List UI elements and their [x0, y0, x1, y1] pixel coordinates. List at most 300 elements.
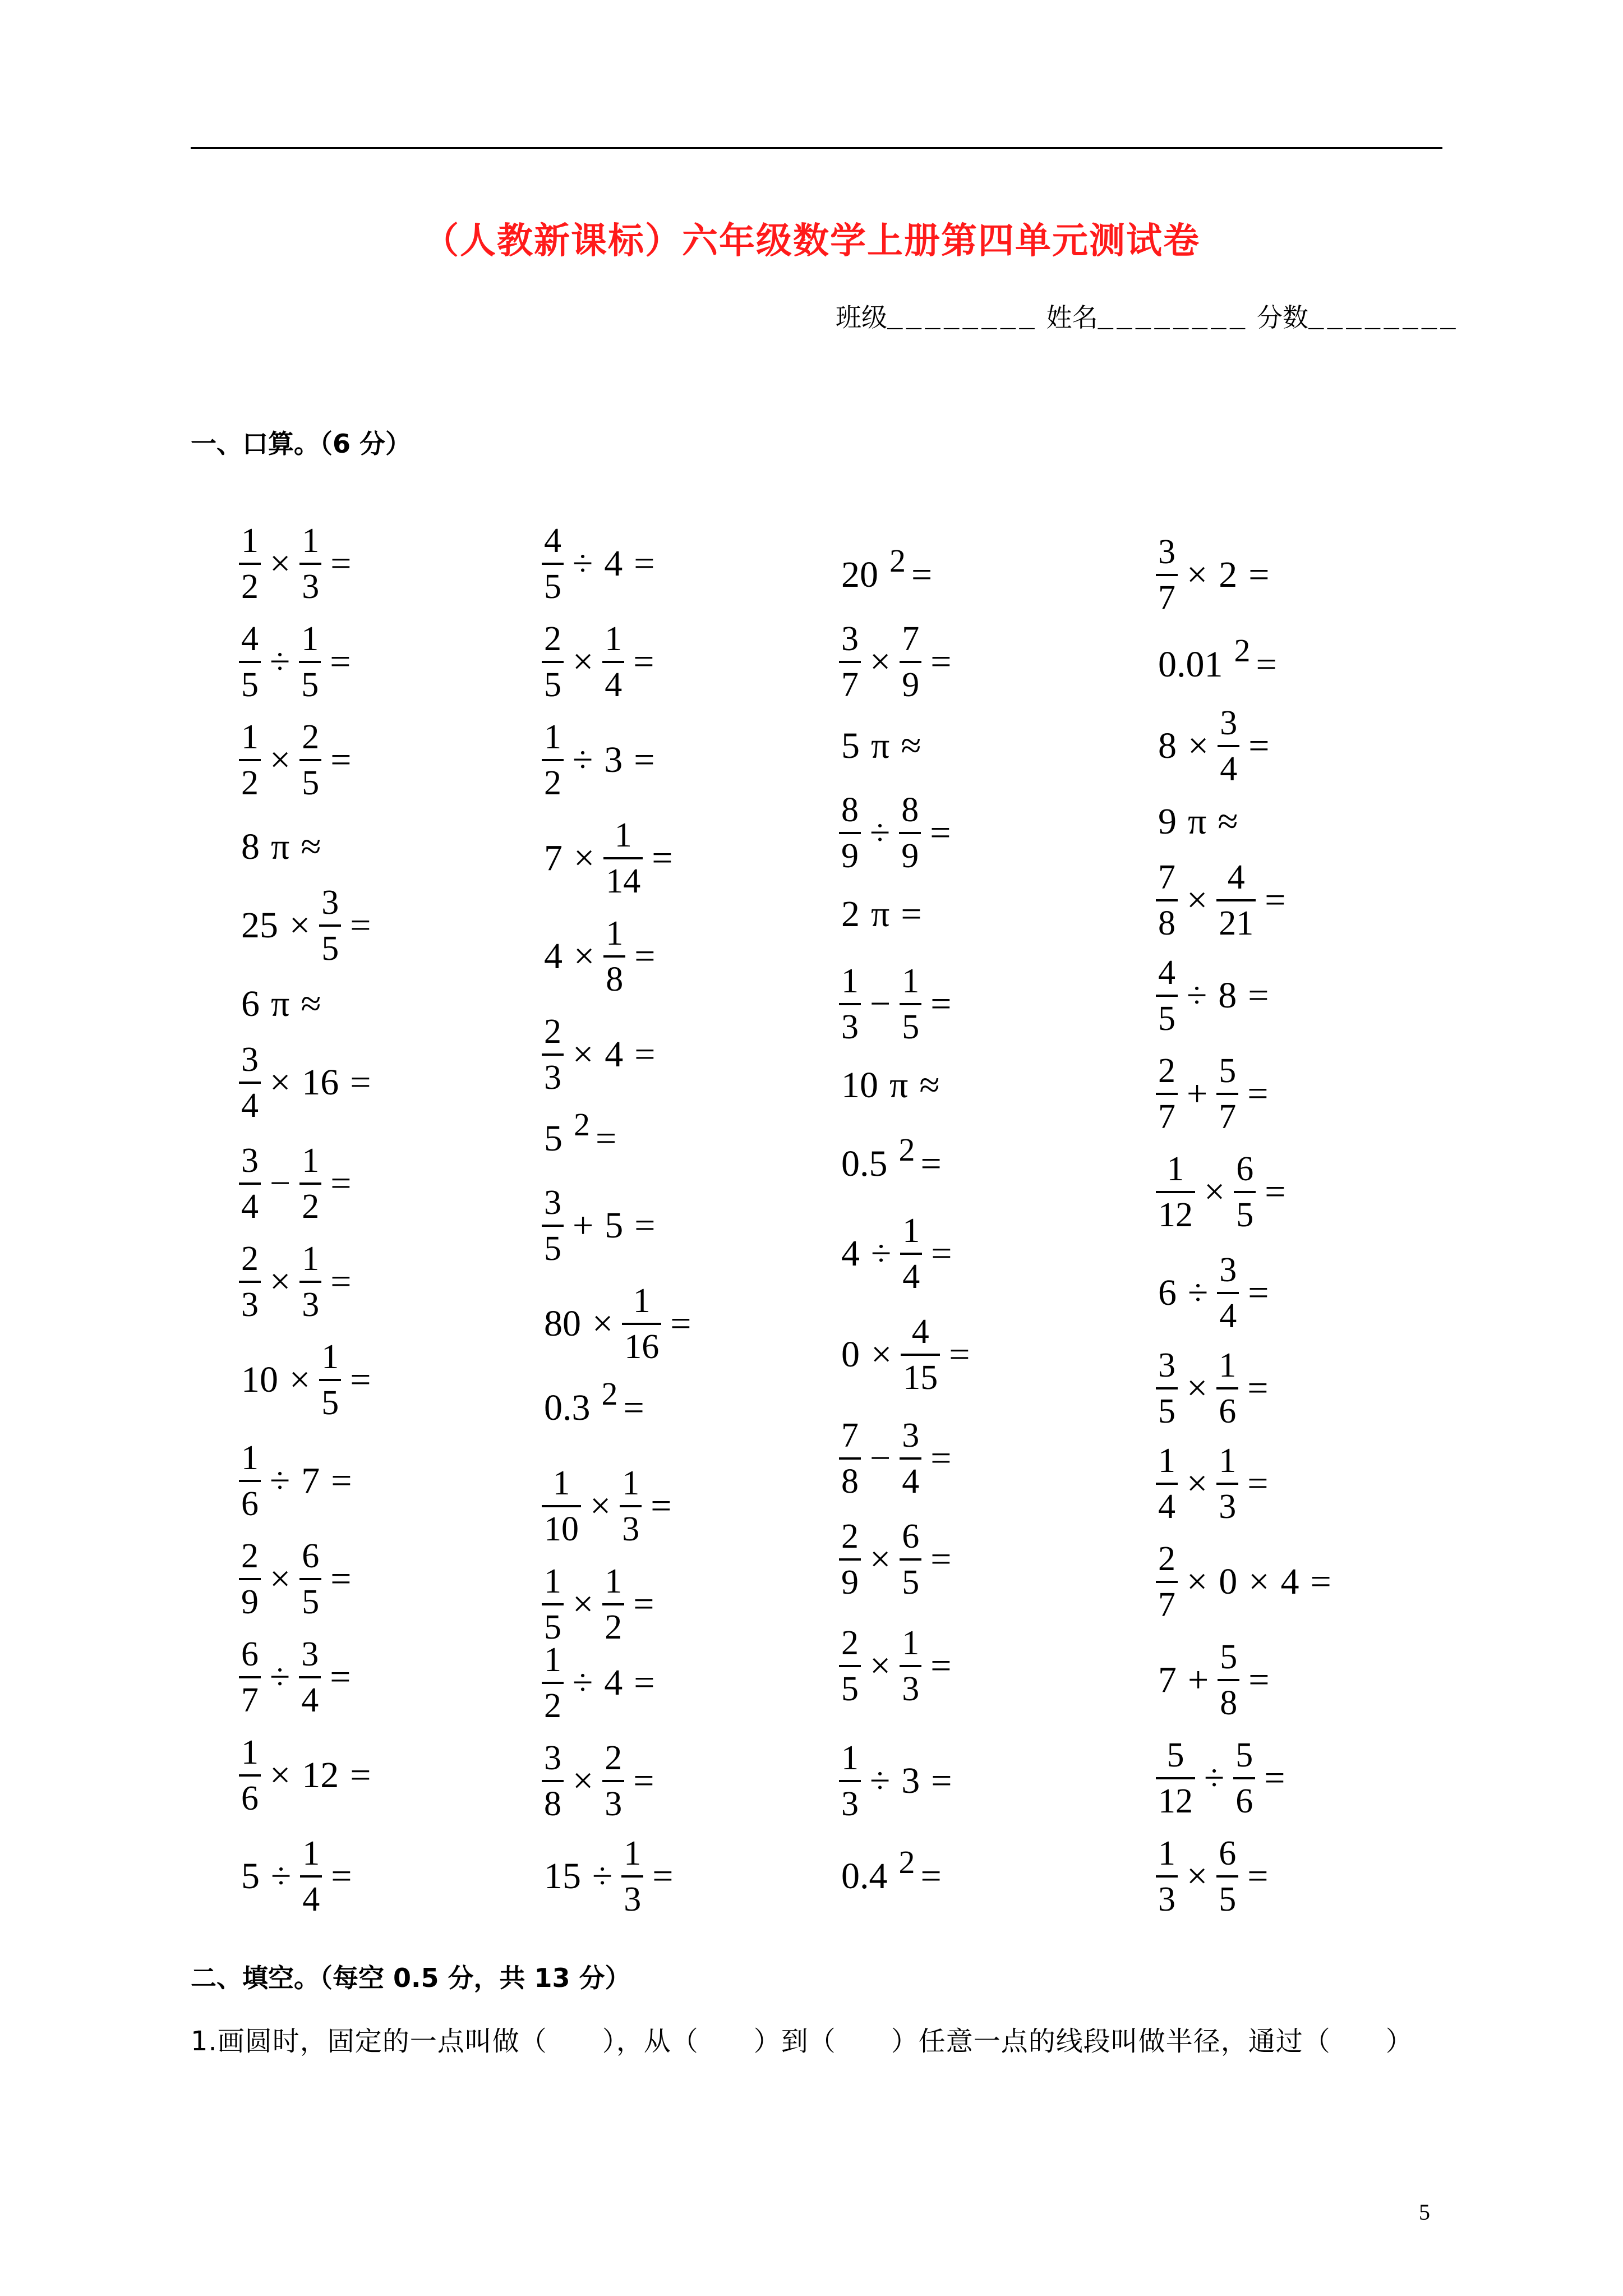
class-blank: ________	[887, 305, 1038, 334]
fraction	[299, 720, 321, 800]
fraction	[542, 1466, 581, 1547]
numerator: 8	[901, 791, 919, 829]
expression-token: ×	[1188, 725, 1209, 766]
fraction	[239, 1637, 261, 1718]
problem-c4-r11	[1152, 1439, 1274, 1529]
exponent: 2	[1234, 632, 1251, 669]
expression-token: =	[652, 1856, 674, 1897]
expression-token: π	[1188, 801, 1207, 842]
fraction	[900, 622, 921, 702]
fraction	[1156, 1542, 1178, 1622]
problem-c1-r6	[236, 959, 327, 1049]
denominator: 4	[241, 1188, 259, 1226]
fraction	[542, 1564, 564, 1645]
expression-token: 4	[604, 543, 623, 584]
denominator: 7	[1158, 1098, 1175, 1136]
expression-token: ×	[270, 1261, 291, 1302]
fraction	[239, 1735, 261, 1816]
numerator: 5	[1166, 1736, 1184, 1774]
denominator: 6	[241, 1485, 259, 1523]
problem-c3-r14	[836, 1736, 957, 1826]
expression-token: =	[331, 1460, 352, 1501]
expression-token: ×	[270, 1062, 291, 1103]
fraction	[622, 1283, 661, 1364]
expression-token: =	[634, 1205, 656, 1246]
problem-c3-r3	[836, 701, 927, 791]
expression-token: 25	[241, 905, 278, 946]
expression-token: −	[270, 1163, 291, 1204]
numerator: 1	[605, 1562, 623, 1600]
numerator: 1	[241, 1733, 259, 1772]
fraction	[839, 793, 861, 873]
expression-token: −	[870, 1438, 891, 1479]
fraction	[839, 1741, 861, 1821]
expression-token: 4	[544, 936, 562, 977]
problem-c3-r6	[836, 959, 957, 1049]
numerator: 3	[841, 620, 859, 658]
problem-c2-r5	[538, 912, 661, 1001]
expression-token: ×	[270, 1558, 291, 1599]
expression-token: =	[623, 1387, 644, 1428]
expression-token: π	[871, 725, 890, 766]
fraction	[1156, 860, 1178, 941]
expression-token: 4	[604, 1662, 623, 1703]
problem-c3-r7	[836, 1041, 946, 1130]
expression-token: ×	[573, 1584, 594, 1625]
expression-token: 5	[841, 725, 860, 766]
numerator: 2	[241, 1537, 259, 1575]
fraction	[542, 622, 564, 702]
expression-token: 0.01	[1158, 644, 1223, 685]
expression-token: =	[330, 1558, 352, 1599]
fraction	[239, 1241, 261, 1322]
expression-token: =	[634, 543, 655, 584]
problem-c2-r12	[538, 1559, 660, 1649]
fraction	[900, 1626, 921, 1706]
fraction	[1233, 1738, 1255, 1819]
denominator: 7	[841, 666, 859, 704]
expression-token: =	[1248, 975, 1269, 1016]
numerator: 2	[544, 620, 561, 658]
expression-token: =	[330, 543, 352, 584]
expression-token: =	[1256, 644, 1277, 685]
numerator: 1	[301, 620, 319, 658]
expression-token: 10	[241, 1359, 278, 1400]
fraction	[542, 1642, 564, 1723]
expression-token: =	[1248, 725, 1270, 766]
expression-token: =	[633, 1584, 654, 1625]
numerator: 3	[1158, 1346, 1175, 1384]
denominator: 12	[1158, 1196, 1193, 1234]
problem-c1-r7	[236, 1038, 376, 1128]
expression-token: =	[350, 1755, 371, 1796]
numerator: 1	[841, 1739, 859, 1777]
expression-token: =	[1264, 1757, 1285, 1798]
denominator: 5	[544, 666, 561, 704]
fraction	[603, 916, 625, 997]
numerator: 3	[301, 1635, 319, 1673]
fraction	[1216, 860, 1256, 941]
expression-token: 0.3	[544, 1387, 591, 1428]
numerator: 1	[552, 1464, 570, 1502]
denominator: 6	[1219, 1392, 1237, 1430]
fraction	[602, 1741, 624, 1821]
expression-token: =	[949, 1334, 970, 1375]
fraction	[542, 1014, 564, 1095]
expression-token: 6	[241, 983, 260, 1024]
numerator: 6	[302, 1537, 320, 1575]
fraction	[899, 793, 921, 873]
problem-c3-r11	[836, 1414, 957, 1503]
fraction	[319, 1340, 341, 1420]
expression-token: ×	[592, 1303, 614, 1344]
problem-c2-r4	[538, 813, 678, 903]
fraction	[542, 720, 564, 800]
numerator: 3	[1158, 533, 1175, 571]
expression-token: 9	[1158, 801, 1177, 842]
problem-c1-r2	[236, 617, 356, 707]
fraction	[901, 1314, 940, 1395]
numerator: 1	[622, 1464, 640, 1502]
expression-token: ×	[573, 1034, 594, 1075]
expression-token: =	[930, 1438, 952, 1479]
expression-token: π	[271, 983, 290, 1024]
fraction	[239, 523, 261, 604]
denominator: 14	[606, 862, 641, 900]
expression-token: =	[930, 983, 952, 1024]
numerator: 1	[606, 914, 624, 953]
denominator: 5	[1236, 1196, 1254, 1234]
problem-c1-r14	[236, 1731, 376, 1820]
expression-token: 16	[302, 1062, 339, 1103]
fraction	[1156, 1152, 1195, 1232]
expression-token: ÷	[1187, 975, 1207, 1016]
name-blank: ________	[1098, 305, 1249, 334]
expression-token: 0	[841, 1334, 860, 1375]
fraction	[900, 1213, 922, 1294]
fraction	[299, 1539, 321, 1619]
denominator: 5	[902, 1008, 920, 1046]
denominator: 7	[241, 1681, 259, 1719]
numerator: 1	[614, 816, 632, 854]
problem-c1-r13	[236, 1632, 356, 1722]
expression-token: =	[634, 739, 655, 780]
fraction	[1156, 1738, 1195, 1819]
expression-token: ×	[1187, 1561, 1208, 1602]
fraction	[1217, 1253, 1239, 1333]
denominator: 2	[544, 1687, 561, 1725]
numerator: 4	[1227, 858, 1245, 896]
denominator: 5	[1158, 1392, 1175, 1430]
fraction	[602, 622, 624, 702]
numerator: 3	[544, 1184, 561, 1222]
expression-token: =	[1247, 1368, 1269, 1409]
numerator: 4	[544, 522, 561, 560]
problem-c2-r10	[538, 1363, 650, 1453]
expression-token: ×	[573, 1760, 594, 1801]
fraction	[1216, 1053, 1238, 1134]
expression-token: =	[901, 894, 922, 935]
denominator: 8	[1220, 1684, 1238, 1722]
expression-token: 4	[841, 1233, 860, 1274]
numerator: 2	[605, 1739, 623, 1777]
denominator: 9	[241, 1583, 259, 1621]
expression-token: ≈	[919, 1065, 940, 1106]
denominator: 5	[301, 666, 319, 704]
expression-token: ×	[270, 1755, 291, 1796]
numerator: 2	[544, 1013, 561, 1051]
fraction	[839, 964, 861, 1045]
denominator: 5	[841, 1670, 859, 1708]
numerator: 5	[1220, 1638, 1238, 1676]
denominator: 4	[605, 666, 623, 704]
expression-token: ÷	[870, 812, 891, 853]
denominator: 5	[902, 1563, 920, 1602]
expression-token: ×	[289, 905, 311, 946]
problem-c2-r1	[538, 519, 660, 609]
exponent: 2	[898, 1843, 915, 1880]
problem-c3-r1	[836, 530, 938, 620]
problem-c2-r11	[538, 1461, 677, 1551]
score-label: 分数	[1256, 302, 1308, 333]
denominator: 2	[544, 764, 561, 802]
expression-token: ×	[270, 739, 291, 780]
expression-token: ÷	[1204, 1757, 1225, 1798]
numerator: 1	[605, 620, 623, 658]
exponent: 2	[601, 1375, 618, 1412]
problem-c4-r2	[1152, 620, 1283, 710]
problem-c3-r15	[836, 1832, 947, 1921]
fraction	[1216, 1348, 1238, 1429]
expression-token: 6	[1158, 1272, 1177, 1313]
exponent: 2	[889, 542, 906, 579]
numerator: 1	[841, 962, 859, 1000]
expression-token: =	[633, 1760, 654, 1801]
numerator: 1	[1219, 1346, 1237, 1384]
expression-token: =	[930, 641, 952, 682]
expression-token: 7	[301, 1460, 320, 1501]
denominator: 3	[302, 568, 320, 606]
expression-token: ÷	[871, 1233, 892, 1274]
numerator: 1	[633, 1282, 651, 1320]
numerator: 1	[544, 1562, 561, 1600]
numerator: 3	[1220, 704, 1238, 742]
section-heading-fill-blank: 二、填空。（每空 0.5 分，共 13 分）	[191, 1963, 631, 1993]
fraction	[319, 885, 341, 966]
expression-token: ×	[870, 1539, 891, 1580]
denominator: 8	[606, 960, 624, 999]
expression-token: ÷	[270, 1657, 291, 1697]
denominator: 6	[1235, 1782, 1253, 1820]
expression-token: 0.5	[841, 1143, 888, 1184]
expression-token: 2	[841, 894, 860, 935]
expression-token: ×	[574, 838, 595, 878]
expression-token: ÷	[573, 1662, 593, 1703]
numerator: 2	[841, 1624, 859, 1662]
fraction	[620, 1466, 642, 1547]
numerator: 1	[302, 1240, 320, 1278]
expression-token: ÷	[573, 739, 593, 780]
denominator: 5	[1219, 1880, 1237, 1918]
expression-token: =	[331, 1856, 352, 1897]
numerator: 3	[241, 1142, 259, 1180]
problem-c1-r11	[236, 1436, 357, 1526]
expression-token: π	[871, 894, 890, 935]
expression-token: =	[330, 1163, 352, 1204]
fraction	[900, 964, 921, 1045]
denominator: 3	[241, 1286, 259, 1324]
expression-token: =	[634, 1662, 655, 1703]
denominator: 3	[622, 1510, 640, 1548]
problem-c4-r4	[1152, 777, 1244, 867]
denominator: 6	[241, 1779, 259, 1818]
exponent: 2	[898, 1131, 915, 1168]
expression-token: =	[670, 1303, 691, 1344]
expression-token: =	[911, 554, 933, 595]
exponent: 2	[574, 1106, 590, 1143]
numerator: 1	[241, 1439, 259, 1477]
denominator: 3	[605, 1785, 623, 1823]
numerator: 1	[241, 522, 259, 560]
denominator: 3	[1158, 1880, 1175, 1918]
problem-c2-r13	[538, 1638, 660, 1728]
numerator: 1	[544, 718, 561, 756]
numerator: 6	[902, 1517, 920, 1556]
expression-token: 8	[1158, 725, 1177, 766]
problem-c1-r8	[236, 1139, 357, 1228]
expression-token: 3	[901, 1760, 920, 1801]
numerator: 3	[321, 884, 339, 922]
problem-c2-r15	[538, 1832, 679, 1921]
denominator: 9	[841, 837, 859, 875]
fraction	[542, 523, 564, 604]
fraction	[1156, 955, 1178, 1036]
problem-c3-r13	[836, 1621, 957, 1711]
expression-token: =	[651, 1485, 672, 1526]
denominator: 4	[302, 1880, 320, 1918]
page-title: （人教新课标）六年级数学上册第四单元测试卷	[423, 220, 1200, 262]
expression-token: =	[633, 641, 654, 682]
numerator: 1	[302, 1142, 320, 1180]
expression-token: +	[573, 1205, 594, 1246]
expression-token: 5	[605, 1205, 624, 1246]
problem-c1-r12	[236, 1534, 357, 1624]
denominator: 4	[1158, 1488, 1175, 1526]
problem-c4-r14	[1152, 1733, 1290, 1823]
denominator: 5	[321, 930, 339, 968]
fraction	[299, 622, 321, 702]
problem-c2-r9	[538, 1279, 697, 1369]
denominator: 5	[302, 764, 320, 802]
problem-c2-r7	[538, 1094, 622, 1184]
fraction	[239, 1042, 261, 1123]
problem-c3-r9	[836, 1209, 957, 1299]
class-label: 班级	[836, 302, 887, 333]
expression-token: =	[1248, 1659, 1270, 1700]
denominator: 4	[902, 1462, 920, 1501]
expression-token: ÷	[870, 1760, 891, 1801]
denominator: 5	[1158, 1000, 1175, 1038]
expression-token: ×	[573, 641, 594, 682]
denominator: 10	[544, 1510, 579, 1548]
expression-token: ÷	[573, 543, 593, 584]
denominator: 12	[1158, 1782, 1193, 1820]
fraction	[900, 1519, 921, 1600]
expression-token: ×	[1187, 1463, 1208, 1504]
fraction	[542, 1741, 564, 1821]
expression-token: 3	[604, 739, 623, 780]
fraction	[239, 622, 261, 702]
denominator: 15	[903, 1359, 938, 1397]
expression-token: =	[1265, 880, 1286, 921]
expression-token: ÷	[270, 1460, 291, 1501]
expression-token: ×	[1248, 1561, 1270, 1602]
numerator: 2	[302, 718, 320, 756]
fraction	[1156, 1836, 1178, 1917]
numerator: 7	[902, 620, 920, 658]
fraction	[1156, 1053, 1178, 1134]
section-heading-mental-math: 一、口算。（6 分）	[191, 429, 412, 459]
denominator: 5	[544, 1608, 561, 1646]
numerator: 1	[544, 1641, 561, 1679]
expression-token: ×	[1187, 880, 1208, 921]
denominator: 9	[902, 666, 920, 704]
fraction	[542, 1185, 564, 1266]
expression-token: =	[330, 641, 351, 682]
fraction	[299, 1637, 321, 1718]
expression-token: 5	[241, 1856, 260, 1897]
numerator: 3	[544, 1739, 561, 1777]
denominator: 7	[1158, 579, 1175, 617]
expression-token: 8	[1218, 975, 1237, 1016]
problem-c3-r8	[836, 1119, 947, 1209]
numerator: 3	[241, 1041, 259, 1079]
fraction	[602, 1564, 624, 1645]
expression-token: =	[350, 1062, 371, 1103]
numerator: 1	[302, 522, 320, 560]
fraction	[299, 1143, 321, 1224]
expression-token: ×	[870, 1645, 891, 1686]
fraction	[839, 1626, 861, 1706]
numerator: 1	[1219, 1442, 1237, 1480]
expression-token: −	[870, 983, 891, 1024]
fraction	[1216, 1443, 1238, 1524]
fraction	[299, 523, 321, 604]
problem-c1-r1	[236, 519, 357, 609]
expression-token: =	[930, 1645, 952, 1686]
expression-token: =	[1265, 1171, 1286, 1212]
numerator: 1	[902, 1212, 920, 1250]
expression-token: ×	[871, 1334, 892, 1375]
expression-token: =	[634, 936, 656, 977]
problem-c4-r6	[1152, 951, 1274, 1041]
denominator: 4	[1219, 1297, 1237, 1335]
top-rule	[191, 147, 1442, 149]
expression-token: 80	[544, 1303, 581, 1344]
denominator: 3	[902, 1670, 920, 1708]
expression-token: 7	[544, 838, 562, 878]
numerator: 3	[902, 1416, 920, 1455]
expression-token: =	[596, 1118, 617, 1159]
expression-token: 20	[841, 554, 878, 595]
expression-token: =	[330, 1657, 351, 1697]
numerator: 2	[241, 1240, 259, 1278]
question-1: 1.画圆时，固定的一点叫做（ ），从（ ）到（ ）任意一点的线段叫做半径，通过（ ）	[191, 2026, 1413, 2057]
numerator: 1	[302, 1834, 320, 1872]
fraction	[1156, 1348, 1178, 1429]
fraction	[900, 1418, 921, 1499]
denominator: 9	[841, 1563, 859, 1602]
